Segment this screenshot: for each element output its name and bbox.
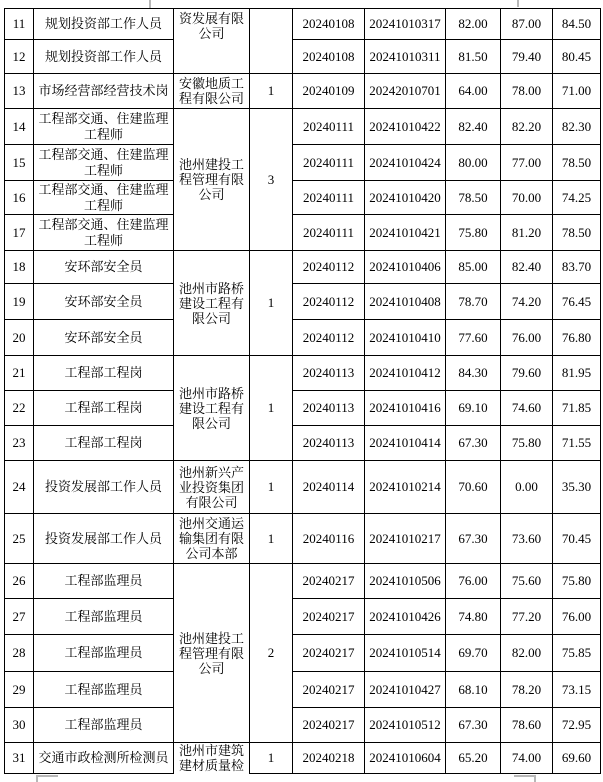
table-row <box>5 145 601 181</box>
cell-company-name: 资发展有限公司 <box>174 9 250 74</box>
cell-exam-date: 20240116 <box>293 514 365 564</box>
cell-written-score: 65.20 <box>446 743 501 774</box>
cell-exam-date: 20240112 <box>293 320 365 356</box>
cell-position-name: 工程部交通、住建监理工程师 <box>34 145 174 181</box>
cell-interview-score: 79.60 <box>501 356 553 391</box>
cell-row-number: 20 <box>5 320 34 356</box>
cell-company-name: 池州建投工程管理有限公司 <box>174 564 250 743</box>
table-row <box>5 564 601 599</box>
cell-headcount <box>250 9 293 74</box>
cell-written-score: 70.60 <box>446 461 501 514</box>
cell-headcount: 1 <box>250 743 293 774</box>
cell-position-name: 工程部工程岗 <box>34 356 174 391</box>
cell-total-score: 70.45 <box>553 514 601 564</box>
cell-total-score: 35.30 <box>553 461 601 514</box>
cell-company-name: 池州新兴产业投资集团有限公司 <box>174 461 250 514</box>
cell-position-name: 工程部监理员 <box>34 635 174 672</box>
cell-position-name: 工程部监理员 <box>34 599 174 635</box>
cell-row-number: 11 <box>5 9 34 40</box>
cell-total-score: 75.80 <box>553 564 601 599</box>
cell-total-score: 80.45 <box>553 40 601 74</box>
cell-position-name: 工程部监理员 <box>34 672 174 708</box>
table-row <box>5 426 601 461</box>
cell-written-score: 85.00 <box>446 251 501 284</box>
cell-exam-date: 20240113 <box>293 356 365 391</box>
cell-total-score: 84.50 <box>553 9 601 40</box>
cell-position-name: 工程部监理员 <box>34 708 174 743</box>
cell-total-score: 78.50 <box>553 145 601 181</box>
cell-written-score: 78.50 <box>446 181 501 215</box>
table-row <box>5 461 601 514</box>
cell-row-number: 26 <box>5 564 34 599</box>
cell-total-score: 71.00 <box>553 74 601 109</box>
cell-total-score: 76.45 <box>553 284 601 320</box>
cell-candidate-id: 20242010701 <box>365 74 446 109</box>
cell-written-score: 69.10 <box>446 391 501 426</box>
cell-candidate-id: 20241010421 <box>365 215 446 251</box>
cell-exam-date: 20240114 <box>293 461 365 514</box>
cell-headcount: 1 <box>250 356 293 461</box>
cell-exam-date: 20240217 <box>293 564 365 599</box>
cell-position-name: 工程部工程岗 <box>34 426 174 461</box>
cell-candidate-id: 20241010412 <box>365 356 446 391</box>
cell-position-name: 规划投资部工作人员 <box>34 9 174 40</box>
cell-exam-date: 20240109 <box>293 74 365 109</box>
cell-row-number: 30 <box>5 708 34 743</box>
cell-interview-score: 76.00 <box>501 320 553 356</box>
cell-headcount: 1 <box>250 461 293 514</box>
cell-position-name: 工程部交通、住建监理工程师 <box>34 109 174 145</box>
cell-headcount: 1 <box>250 514 293 564</box>
cell-company-name: 池州交通运输集团有限公司本部 <box>174 514 250 564</box>
cell-written-score: 80.00 <box>446 145 501 181</box>
cell-written-score: 67.30 <box>446 708 501 743</box>
table-row <box>5 9 601 40</box>
table-row <box>5 320 601 356</box>
cell-written-score: 82.00 <box>446 9 501 40</box>
cell-written-score: 64.00 <box>446 74 501 109</box>
cell-written-score: 67.30 <box>446 426 501 461</box>
cell-exam-date: 20240113 <box>293 426 365 461</box>
cell-exam-date: 20240218 <box>293 743 365 774</box>
cell-headcount: 1 <box>250 74 293 109</box>
cell-company-name: 池州建投工程管理有限公司 <box>174 109 250 251</box>
table-row <box>5 599 601 635</box>
cell-total-score: 83.70 <box>553 251 601 284</box>
cell-interview-score: 74.00 <box>501 743 553 774</box>
table-row <box>5 40 601 74</box>
cell-interview-score: 82.20 <box>501 109 553 145</box>
cell-exam-date: 20240108 <box>293 9 365 40</box>
cell-row-number: 12 <box>5 40 34 74</box>
cell-total-score: 74.25 <box>553 181 601 215</box>
cell-written-score: 82.40 <box>446 109 501 145</box>
cell-exam-date: 20240111 <box>293 109 365 145</box>
cell-position-name: 工程部交通、住建监理工程师 <box>34 181 174 215</box>
cell-candidate-id: 20241010217 <box>365 514 446 564</box>
recruitment-scores-table <box>4 8 601 774</box>
cell-total-score: 75.85 <box>553 635 601 672</box>
cell-row-number: 23 <box>5 426 34 461</box>
cell-written-score: 75.80 <box>446 215 501 251</box>
cell-total-score: 76.00 <box>553 599 601 635</box>
page-break-mark-top-right <box>517 0 519 7</box>
table-row <box>5 181 601 215</box>
cell-row-number: 18 <box>5 251 34 284</box>
cell-exam-date: 20240217 <box>293 635 365 672</box>
cell-row-number: 28 <box>5 635 34 672</box>
cell-written-score: 69.70 <box>446 635 501 672</box>
page-break-mark-top-left <box>149 0 151 8</box>
cell-position-name: 规划投资部工作人员 <box>34 40 174 74</box>
cell-written-score: 76.00 <box>446 564 501 599</box>
cell-exam-date: 20240111 <box>293 215 365 251</box>
cell-row-number: 31 <box>5 743 34 774</box>
cell-interview-score: 74.60 <box>501 391 553 426</box>
cell-total-score: 82.30 <box>553 109 601 145</box>
cell-candidate-id: 20241010427 <box>365 672 446 708</box>
cell-total-score: 71.55 <box>553 426 601 461</box>
cell-row-number: 24 <box>5 461 34 514</box>
cell-row-number: 21 <box>5 356 34 391</box>
cell-position-name: 工程部工程岗 <box>34 391 174 426</box>
cell-interview-score: 73.60 <box>501 514 553 564</box>
cell-candidate-id: 20241010214 <box>365 461 446 514</box>
cell-row-number: 29 <box>5 672 34 708</box>
cell-position-name: 安环部安全员 <box>34 284 174 320</box>
cell-exam-date: 20240111 <box>293 145 365 181</box>
cell-position-name: 投资发展部工作人员 <box>34 514 174 564</box>
table-row <box>5 743 601 774</box>
cell-candidate-id: 20241010420 <box>365 181 446 215</box>
cell-exam-date: 20240112 <box>293 251 365 284</box>
cell-interview-score: 70.00 <box>501 181 553 215</box>
cell-total-score: 73.15 <box>553 672 601 708</box>
cell-interview-score: 77.20 <box>501 599 553 635</box>
cell-exam-date: 20240217 <box>293 599 365 635</box>
cell-candidate-id: 20241010422 <box>365 109 446 145</box>
cell-candidate-id: 20241010317 <box>365 9 446 40</box>
cell-candidate-id: 20241010514 <box>365 635 446 672</box>
cell-exam-date: 20240217 <box>293 708 365 743</box>
cell-written-score: 78.70 <box>446 284 501 320</box>
table-row <box>5 109 601 145</box>
cell-written-score: 68.10 <box>446 672 501 708</box>
cell-written-score: 84.30 <box>446 356 501 391</box>
cell-position-name: 市场经营部经营技术岗 <box>34 74 174 109</box>
cell-total-score: 69.60 <box>553 743 601 774</box>
cell-headcount: 2 <box>250 564 293 743</box>
cell-row-number: 27 <box>5 599 34 635</box>
cell-interview-score: 74.20 <box>501 284 553 320</box>
table-row <box>5 391 601 426</box>
results-table-body <box>5 9 601 774</box>
cell-total-score: 81.95 <box>553 356 601 391</box>
cell-company-name: 池州市建筑建材质量检 <box>174 743 250 774</box>
table-row <box>5 251 601 284</box>
cell-exam-date: 20240111 <box>293 181 365 215</box>
table-row <box>5 284 601 320</box>
cell-headcount: 3 <box>250 109 293 251</box>
cell-candidate-id: 20241010406 <box>365 251 446 284</box>
table-row <box>5 514 601 564</box>
cell-written-score: 74.80 <box>446 599 501 635</box>
cell-row-number: 19 <box>5 284 34 320</box>
cell-candidate-id: 20241010410 <box>365 320 446 356</box>
cell-position-name: 工程部交通、住建监理工程师 <box>34 215 174 251</box>
cell-row-number: 22 <box>5 391 34 426</box>
cell-interview-score: 82.00 <box>501 635 553 672</box>
cell-interview-score: 79.40 <box>501 40 553 74</box>
table-row <box>5 74 601 109</box>
cell-total-score: 71.85 <box>553 391 601 426</box>
cell-row-number: 14 <box>5 109 34 145</box>
cell-interview-score: 78.60 <box>501 708 553 743</box>
cell-exam-date: 20240217 <box>293 672 365 708</box>
table-row <box>5 356 601 391</box>
cell-written-score: 67.30 <box>446 514 501 564</box>
cell-candidate-id: 20241010416 <box>365 391 446 426</box>
cell-position-name: 投资发展部工作人员 <box>34 461 174 514</box>
page-break-mark-bottom-right-h <box>514 775 536 777</box>
cell-candidate-id: 20241010506 <box>365 564 446 599</box>
cell-interview-score: 81.20 <box>501 215 553 251</box>
cell-interview-score: 78.00 <box>501 74 553 109</box>
table-row <box>5 635 601 672</box>
cell-row-number: 13 <box>5 74 34 109</box>
cell-candidate-id: 20241010424 <box>365 145 446 181</box>
cell-candidate-id: 20241010512 <box>365 708 446 743</box>
table-row <box>5 708 601 743</box>
cell-candidate-id: 20241010604 <box>365 743 446 774</box>
page-break-mark-bottom-left-v <box>36 775 38 782</box>
cell-row-number: 16 <box>5 181 34 215</box>
cell-position-name: 工程部监理员 <box>34 564 174 599</box>
cell-headcount: 1 <box>250 251 293 356</box>
cell-interview-score: 75.60 <box>501 564 553 599</box>
cell-position-name: 交通市政检测所检测员 <box>34 743 174 774</box>
cell-total-score: 78.50 <box>553 215 601 251</box>
cell-candidate-id: 20241010414 <box>365 426 446 461</box>
cell-exam-date: 20240113 <box>293 391 365 426</box>
cell-interview-score: 82.40 <box>501 251 553 284</box>
cell-position-name: 安环部安全员 <box>34 251 174 284</box>
cell-row-number: 25 <box>5 514 34 564</box>
cell-company-name: 安徽地质工程有限公司 <box>174 74 250 109</box>
cell-written-score: 81.50 <box>446 40 501 74</box>
cell-row-number: 15 <box>5 145 34 181</box>
page-break-mark-bottom-right-v <box>534 775 536 782</box>
cell-exam-date: 20240108 <box>293 40 365 74</box>
cell-exam-date: 20240112 <box>293 284 365 320</box>
cell-written-score: 77.60 <box>446 320 501 356</box>
cell-candidate-id: 20241010408 <box>365 284 446 320</box>
table-row <box>5 672 601 708</box>
cell-company-name: 池州市路桥建设工程有限公司 <box>174 251 250 356</box>
cell-interview-score: 77.00 <box>501 145 553 181</box>
cell-total-score: 76.80 <box>553 320 601 356</box>
cell-candidate-id: 20241010311 <box>365 40 446 74</box>
cell-company-name: 池州市路桥建设工程有限公司 <box>174 356 250 461</box>
cell-interview-score: 0.00 <box>501 461 553 514</box>
cell-interview-score: 75.80 <box>501 426 553 461</box>
cell-total-score: 72.95 <box>553 708 601 743</box>
table-row <box>5 215 601 251</box>
page-break-mark-bottom-left-h <box>36 775 58 777</box>
cell-interview-score: 87.00 <box>501 9 553 40</box>
cell-position-name: 安环部安全员 <box>34 320 174 356</box>
cell-interview-score: 78.20 <box>501 672 553 708</box>
cell-candidate-id: 20241010426 <box>365 599 446 635</box>
cell-row-number: 17 <box>5 215 34 251</box>
